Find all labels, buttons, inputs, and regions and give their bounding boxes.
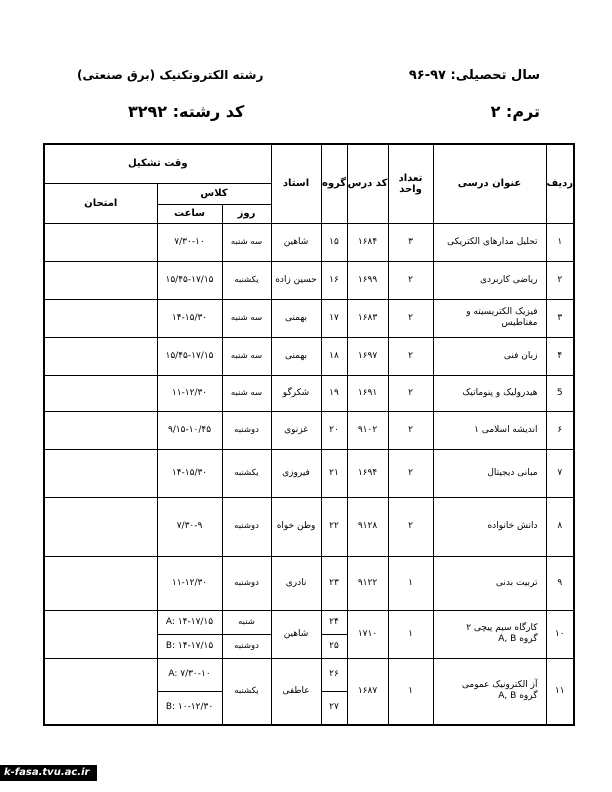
course-units: ۳ <box>388 223 433 261</box>
course-group: ۱۹ <box>321 375 347 411</box>
course-units: ۱ <box>388 556 433 610</box>
course-day: دوشنبه <box>222 634 271 658</box>
schedule-table <box>43 143 575 726</box>
col-teacher: استاد <box>271 144 321 223</box>
exam-cell <box>44 261 157 299</box>
exam-cell <box>44 299 157 337</box>
row-number: ۲ <box>546 261 574 299</box>
course-teacher: نادری <box>271 556 321 610</box>
course-day: دوشنبه <box>222 411 271 449</box>
exam-cell <box>44 556 157 610</box>
course-units: ۲ <box>388 337 433 375</box>
course-group: ۲۶ <box>321 658 347 691</box>
course-day: سه شنبه <box>222 375 271 411</box>
col-code: کد درس <box>347 144 388 223</box>
exam-cell <box>44 375 157 411</box>
table-row <box>44 337 574 375</box>
course-day: سه شنبه <box>222 223 271 261</box>
row-number: ۱۱ <box>546 658 574 725</box>
course-day: دوشنبه <box>222 497 271 556</box>
course-code: ۱۶۸۳ <box>347 299 388 337</box>
course-units: ۱ <box>388 658 433 725</box>
table-row <box>44 556 574 610</box>
course-time: ۷/۳۰-۹ <box>157 497 222 556</box>
col-class: کلاس <box>157 183 271 204</box>
table-row <box>44 411 574 449</box>
exam-cell <box>44 411 157 449</box>
course-code: ۹۱۲۲ <box>347 556 388 610</box>
course-title: ریاضی کاربردی <box>433 261 546 299</box>
row-number: ۶ <box>546 411 574 449</box>
course-units: ۲ <box>388 449 433 497</box>
course-teacher: حسین زاده <box>271 261 321 299</box>
course-code: ۱۶۹۹ <box>347 261 388 299</box>
course-code: ۱۶۹۱ <box>347 375 388 411</box>
course-title: تحلیل مدارهای الکتریکی <box>433 223 546 261</box>
course-teacher: فیروزی <box>271 449 321 497</box>
col-exam: امتحان <box>44 183 157 223</box>
course-title: اندیشه اسلامی ۱ <box>433 411 546 449</box>
course-title: آز الکترونیک عمومی گروه A, B <box>433 658 546 725</box>
course-code: ۱۶۸۴ <box>347 223 388 261</box>
course-teacher: بهمنی <box>271 299 321 337</box>
table-row <box>44 497 574 556</box>
course-units: ۲ <box>388 411 433 449</box>
academic-year: سال تحصیلی: ۹۷-۹۶ <box>408 68 540 83</box>
col-group: گروه <box>321 144 347 223</box>
course-time: B: ۱۰-۱۲/۳۰ <box>157 691 222 725</box>
exam-cell <box>44 610 157 658</box>
exam-cell <box>44 497 157 556</box>
row-number: ۴ <box>546 337 574 375</box>
course-teacher: بهمنی <box>271 337 321 375</box>
course-units: ۲ <box>388 299 433 337</box>
course-time: ۱۴-۱۵/۳۰ <box>157 299 222 337</box>
course-teacher: وطن خواه <box>271 497 321 556</box>
exam-cell <box>44 337 157 375</box>
course-group: ۲۷ <box>321 691 347 725</box>
course-group: ۲۳ <box>321 556 347 610</box>
row-number: 5 <box>546 375 574 411</box>
course-group: ۱۶ <box>321 261 347 299</box>
course-day: سه شنبه <box>222 337 271 375</box>
course-units: ۲ <box>388 375 433 411</box>
course-code: ۹۱۲۸ <box>347 497 388 556</box>
course-time: ۱۵/۴۵-۱۷/۱۵ <box>157 261 222 299</box>
course-teacher: شاهین <box>271 223 321 261</box>
table-row <box>44 449 574 497</box>
course-title: مبانی دیجیتال <box>433 449 546 497</box>
course-time: B: ۱۴-۱۷/۱۵ <box>157 634 222 658</box>
course-units: ۱ <box>388 610 433 658</box>
exam-cell <box>44 449 157 497</box>
major-code: کد رشته: ۳۲۹۲ <box>128 102 245 121</box>
table-row <box>44 223 574 261</box>
course-time: A: ۱۴-۱۷/۱۵ <box>157 610 222 634</box>
row-number: ۱۰ <box>546 610 574 658</box>
footer-url[interactable]: k-fasa.tvu.ac.ir <box>0 765 97 781</box>
row-number: ۷ <box>546 449 574 497</box>
course-title: هیدرولیک و پنوماتیک <box>433 375 546 411</box>
course-teacher: شکرگو <box>271 375 321 411</box>
exam-cell <box>44 223 157 261</box>
major-title: رشته الکتروتکنیک (برق صنعتی) <box>77 68 264 82</box>
course-title: فیزیک الکتریسیته و مغناطیس <box>433 299 546 337</box>
course-code: ۱۶۹۴ <box>347 449 388 497</box>
course-day: سه شنبه <box>222 299 271 337</box>
term-label: ترم: ۲ <box>490 102 540 121</box>
row-number: ۳ <box>546 299 574 337</box>
course-teacher: شاهین <box>271 610 321 658</box>
course-code: ۱۷۱۰ <box>347 610 388 658</box>
course-time: ۱۵/۴۵-۱۷/۱۵ <box>157 337 222 375</box>
course-day: یکشنبه <box>222 658 271 725</box>
row-number: ۸ <box>546 497 574 556</box>
course-group: ۱۷ <box>321 299 347 337</box>
course-group: ۲۱ <box>321 449 347 497</box>
course-units: ۲ <box>388 261 433 299</box>
col-row: ردیف <box>546 144 574 223</box>
course-day: شنبه <box>222 610 271 634</box>
course-time: A: ۷/۳۰-۱۰ <box>157 658 222 691</box>
course-title: دانش خانواده <box>433 497 546 556</box>
course-day: یکشنبه <box>222 449 271 497</box>
course-day: دوشنبه <box>222 556 271 610</box>
row-number: ۹ <box>546 556 574 610</box>
course-time: ۱۴-۱۵/۳۰ <box>157 449 222 497</box>
course-teacher: عاطفی <box>271 658 321 725</box>
course-group: ۲۴ <box>321 610 347 634</box>
course-time: ۱۱-۱۲/۳۰ <box>157 556 222 610</box>
course-group: ۱۸ <box>321 337 347 375</box>
course-title: کارگاه سیم پیچی ۲ گروه A, B <box>433 610 546 658</box>
table-row <box>44 299 574 337</box>
col-title: عنوان درسی <box>433 144 546 223</box>
course-code: ۱۶۹۷ <box>347 337 388 375</box>
table-row <box>44 610 574 634</box>
course-group: ۲۲ <box>321 497 347 556</box>
course-group: ۱۵ <box>321 223 347 261</box>
course-time: ۹/۱۵-۱۰/۴۵ <box>157 411 222 449</box>
col-hour: ساعت <box>157 204 222 223</box>
course-title: زبان فنی <box>433 337 546 375</box>
exam-cell <box>44 658 157 725</box>
course-group: ۲۰ <box>321 411 347 449</box>
course-teacher: غزنوی <box>271 411 321 449</box>
course-time: ۷/۳۰-۱۰ <box>157 223 222 261</box>
row-number: ۱ <box>546 223 574 261</box>
col-time: وقت تشکیل <box>44 144 271 183</box>
course-units: ۲ <box>388 497 433 556</box>
course-group: ۲۵ <box>321 634 347 658</box>
col-day: روز <box>222 204 271 223</box>
table-row <box>44 261 574 299</box>
course-time: ۱۱-۱۲/۳۰ <box>157 375 222 411</box>
course-code: ۱۶۸۷ <box>347 658 388 725</box>
col-units: تعداد واحد <box>388 144 433 223</box>
course-title: تربیت بدنی <box>433 556 546 610</box>
table-row <box>44 375 574 411</box>
table-row <box>44 658 574 691</box>
course-day: یکشنبه <box>222 261 271 299</box>
course-code: ۹۱۰۲ <box>347 411 388 449</box>
